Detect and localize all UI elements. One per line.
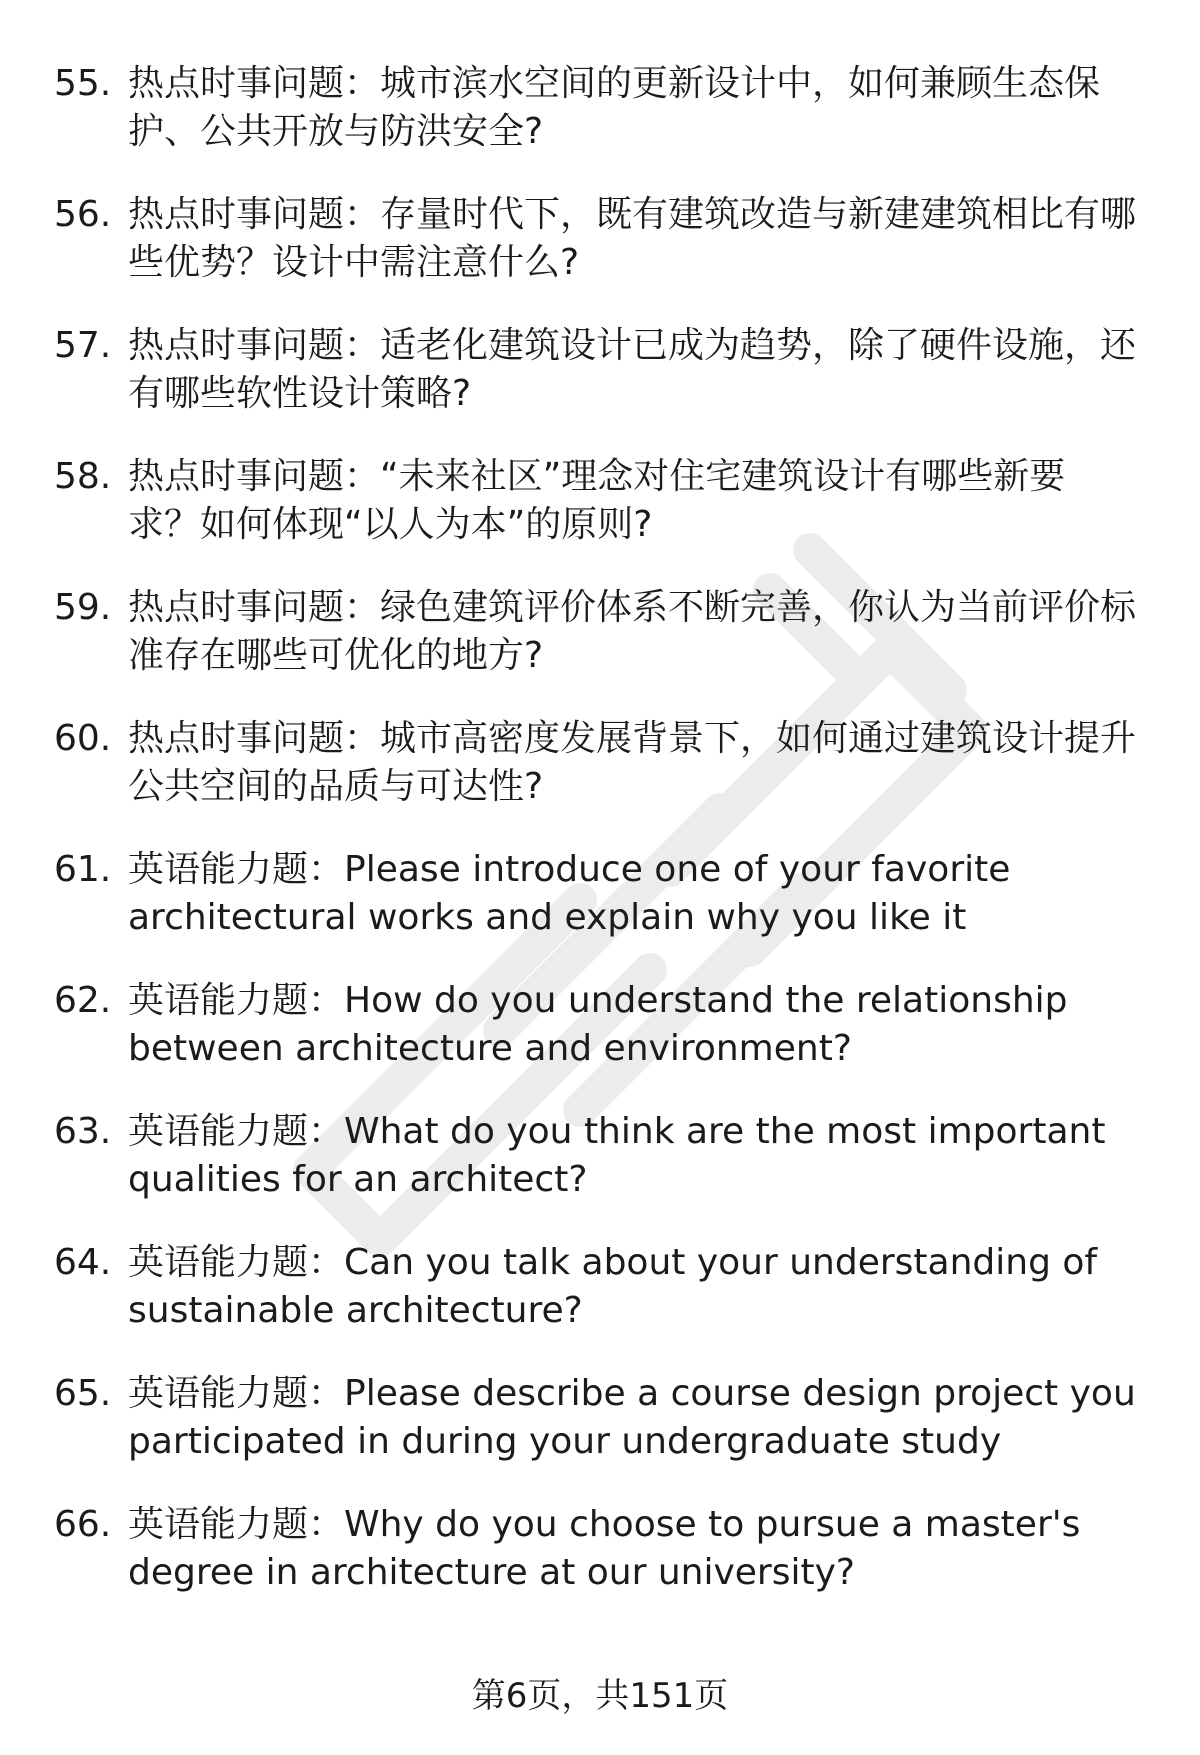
question-item-56 (0, 191, 1200, 322)
question-text-line2: 公共空间的品质与可达性? (128, 766, 544, 807)
question-item-65 (0, 1370, 1200, 1501)
question-number: 66. (54, 1504, 112, 1545)
question-text-line2: qualities for an architect? (128, 1159, 588, 1200)
question-text-line1: 英语能力题：What do you think are the most important (128, 1111, 1106, 1152)
question-number: 63. (54, 1111, 112, 1152)
page-number-footer: 第6页，共151页 (471, 1676, 729, 1716)
question-text-line1: 英语能力题：Please describe a course design project you (128, 1373, 1136, 1414)
question-text-line2: 护、公共开放与防洪安全? (128, 111, 544, 152)
question-text-line1: 英语能力题：How do you understand the relationship (128, 980, 1068, 1021)
question-text-line1: 英语能力题：Can you talk about your understanding of (128, 1242, 1098, 1283)
question-text-line2: 求？如何体现“以人为本”的原则? (128, 504, 653, 545)
question-number: 59. (54, 587, 112, 628)
question-list (0, 60, 1200, 1632)
question-number: 57. (54, 325, 112, 366)
question-text-line2: 些优势？设计中需注意什么? (128, 242, 580, 283)
question-number: 55. (54, 63, 112, 104)
question-number: 58. (54, 456, 112, 497)
question-text-line1: 热点时事问题：城市滨水空间的更新设计中，如何兼顾生态保 (128, 63, 1101, 104)
question-text-line2: sustainable architecture? (128, 1290, 583, 1331)
question-item-55 (0, 60, 1200, 191)
question-text-line2: 有哪些软性设计策略? (128, 373, 472, 414)
question-item-66 (0, 1501, 1200, 1632)
question-item-59 (0, 584, 1200, 715)
question-text-line1: 英语能力题：Please introduce one of your favorite (128, 849, 1011, 890)
question-text-line2: participated in during your undergraduate study (128, 1421, 1002, 1462)
question-text-line1: 热点时事问题：绿色建筑评价体系不断完善，你认为当前评价标 (128, 587, 1137, 628)
question-text-line2: 准存在哪些可优化的地方? (128, 635, 544, 676)
question-text-line2: between architecture and environment? (128, 1028, 852, 1069)
question-number: 56. (54, 194, 112, 235)
question-text-line1: 热点时事问题：存量时代下，既有建筑改造与新建建筑相比有哪 (128, 194, 1137, 235)
question-text-line1: 英语能力题：Why do you choose to pursue a master's (128, 1504, 1081, 1545)
question-item-64 (0, 1239, 1200, 1370)
question-number: 62. (54, 980, 112, 1021)
question-item-58 (0, 453, 1200, 584)
question-item-63 (0, 1108, 1200, 1239)
question-number: 61. (54, 849, 112, 890)
question-item-62 (0, 977, 1200, 1108)
question-item-61 (0, 846, 1200, 977)
question-number: 65. (54, 1373, 112, 1414)
question-item-60 (0, 715, 1200, 846)
question-number: 60. (54, 718, 112, 759)
question-text-line2: architectural works and explain why you like it (128, 897, 967, 938)
question-text-line1: 热点时事问题：城市高密度发展背景下，如何通过建筑设计提升 (128, 718, 1137, 759)
question-item-57 (0, 322, 1200, 453)
question-text-line2: degree in architecture at our university? (128, 1552, 856, 1593)
question-text-line1: 热点时事问题：“未来社区”理念对住宅建筑设计有哪些新要 (128, 456, 1066, 497)
question-number: 64. (54, 1242, 112, 1283)
question-text-line1: 热点时事问题：适老化建筑设计已成为趋势，除了硬件设施，还 (128, 325, 1137, 366)
